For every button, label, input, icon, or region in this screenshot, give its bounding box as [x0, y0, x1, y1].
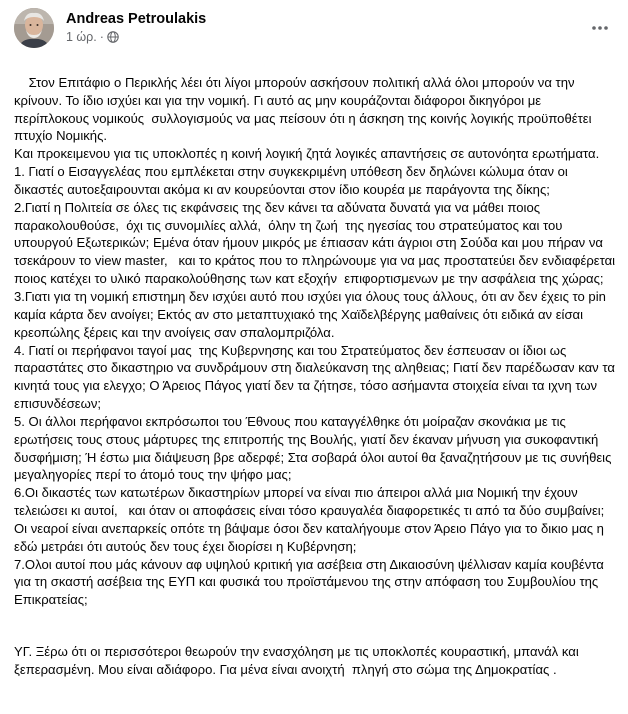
more-options-button[interactable]: [586, 14, 614, 42]
more-dots-icon: [590, 18, 610, 38]
post-header: [14, 8, 614, 48]
author-name[interactable]: Andreas Petroulakis: [66, 11, 207, 27]
post-time[interactable]: 1 ώρ.: [66, 30, 97, 44]
post-text: Στον Επιτάφιο ο Περικλής λέει ότι λίγοι μπορούν ασκήσουν πολιτική αλλά όλοι μπορούν να την κρίνουν. Το ίδιο ισχύει και για την νομική. Γι αυτό ας μην κουράζονται διάφοροι δικηγόροι με περίπλοκους νομικούς συλλογισμούς να μας πείσουν ότι η άσκηση της κοινής λογικής προϋποθέτει πτυχίο Νομικής. Και προκειμενου για τις υποκλοπές η κοινή λογική ζητά λογικές απαντήσεις σε αυτονόητα ερωτήματα. 1. Γιατί ο Εισαγγελέας που εμπλέκεται στην συγκεκριμένη υπόθεση δεν δηλώνει κώλυμα όταν οι δικαστές αυτοεξαιρουνται ακόμα κι αν κουρεύονται στον ίδιο κουρέα με παράγοντα της δίκης; 2.Γιατί η Πολιτεία σε όλες τις εκφάνσεις της δεν κάνει τα αδύνατα δυνατά για να μάθει ποιος παρακολουθούσε, όχι τις συνομιλίες αλλά, όλην τη ζωή της ηγεσίας του στρατεύματος και του υπουργού Εξωτερικών; Εμένα όταν ήμουν μικρός με έπιασαν κάτι άγριοι στη Σούδα και μου πήραν να τσεκάρουν το view master, και το κράτος που το πληρώνουμε για να μας προστατεύει δεν ενδιαφέρεται ποιος κατέχει το υλικό παρακολούθησης των κατ εξοχήν επιφορτισμενων με την ασφάλεια της χώρας; 3.Γιατι για τη νομική επιστημη δεν ισχύει αυτό που ισχύει για όλους τους άλλους, ότι αν δεν έχεις το pin καμία κάρτα δεν ανοίγει; Εκτός αν στο μεταπτυχιακό της Χαϊδελβέργης μαθαίνεις ότι ειδικά αν είσαι κρεοπώλης ξέρεις και την ανοίγεις σαν σπαλομπριζόλα. 4. Γιατί οι περήφανοι ταγοί μας της Κυβερνησης και του Στρατεύματος δεν έσπευσαν οι ίδιοι ως παραστάτες στο δικαστηριο να συνδράμουν στη διαλεύκανση της αληθειας; Γιατί δεν παρέδωσαν καν τα κινητά τους για ελεγχο; Ο Άρειος Πάγος γιατί δεν τα ζήτησε, τόσο ασήμαντα στοιχεία είναι τα ιχνη των επισυνδέσεων; 5. Οι άλλοι περήφανοι εκπρόσωποι του Έθνους που καταγγέλθηκε ότι μοίραζαν σκονάκια με τις ερωτήσεις τους στους μάρτυρες της επιτροπής της Βουλής, γιατί δεν έκαναν μήνυση για συκοφαντική δυσφήμιση; Ή έστω μια διάψευση βρε αδερφέ; Στα σοβαρά όλοι αυτοί θα ξαναζητήσουν με τις συνήθεις μεγαληγορίες περί το άτομό τους την ψήφο μας; 6.Οι δικαστές των κατωτέρων δικαστηρίων μπορεί να είναι πιο άπειροι αλλά μια Νομική την έχουν τελειώσει κι αυτοί, και όταν οι αποφάσεις είναι τόσο κραυγαλέα διαφορετικές τι από τα δύο συμβαίνει; Οι νεαροί είναι ανεπαρκείς οπότε τη βάψαμε όσοι δεν καταλήγουμε στον Άρειο Πάγο για το δικιο μας η εδώ μετράει ότι αυτούς δεν τους έχει διορίσει η Κυβέρνηση; 7.Ολοι αυτοί που μάς κάνουν αφ υψηλού κριτική για ασέβεια στη Δικαιοσύνη ψέλλισαν καμία κουβέντα για τη σκαστή ασέβεια της ΕΥΠ και φυσικά του προϊστάμενου της στην απόφαση του Συμβουλίου της Επικρατείας;: [14, 74, 616, 608]
post-meta: [66, 30, 119, 44]
avatar-photo: [14, 8, 54, 48]
post-body: [14, 56, 619, 714]
post-postscript: ΥΓ. Ξέρω ότι οι περισσότεροι θεωρούν την ενασχόληση με τις υποκλοπές κουραστική, μπανάλ και ξεπερασμένη. Μου είναι αδιάφορο. Για μένα είναι ανοιχτή πληγή στο σώμα της Δημοκρατίας .: [14, 644, 583, 677]
meta-separator: ·: [99, 30, 104, 44]
globe-icon: [107, 31, 119, 43]
author-avatar[interactable]: [14, 8, 54, 48]
